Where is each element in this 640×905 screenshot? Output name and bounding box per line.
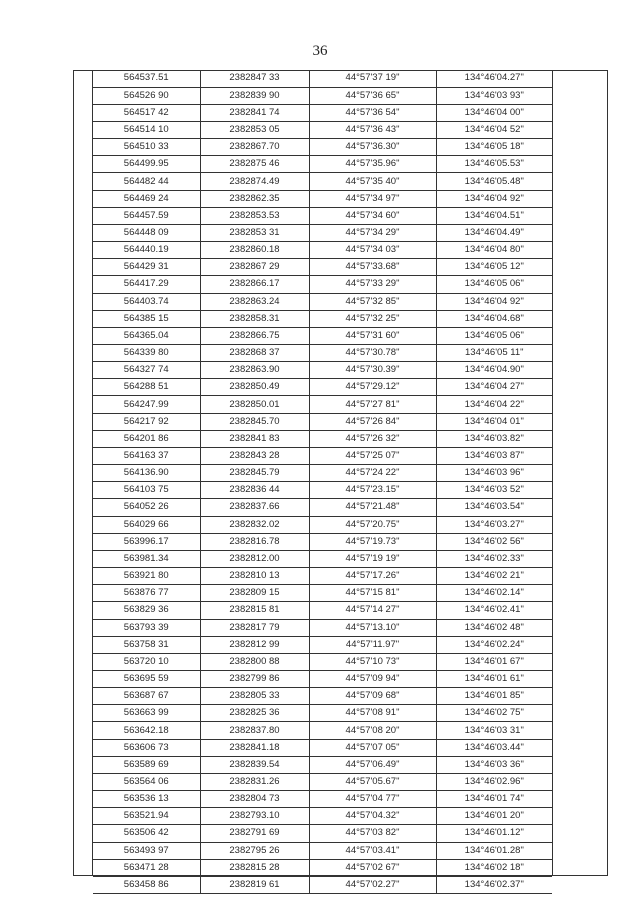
longitude-cell: 134°46'03 87" [436,447,552,464]
y-coordinate-cell: 2382793.10 [200,808,309,825]
latitude-cell: 44°57'13.10" [309,619,436,636]
y-coordinate-cell: 2382831.26 [200,773,309,790]
table-row [93,808,552,825]
y-coordinate-cell: 2382805 33 [200,688,309,705]
y-coordinate-cell: 2382817 79 [200,619,309,636]
y-coordinate-cell: 2382799 86 [200,670,309,687]
latitude-cell: 44°57'09 94" [309,670,436,687]
latitude-cell: 44°57'03.41" [309,842,436,859]
table-row [93,739,552,756]
table-row [93,585,552,602]
x-coordinate-cell: 563506 42 [93,825,200,842]
latitude-cell: 44°57'34 60" [309,207,436,224]
longitude-cell: 134°46'04 27" [436,379,552,396]
y-coordinate-cell: 2382810 13 [200,568,309,585]
y-coordinate-cell: 2382866.17 [200,276,309,293]
longitude-cell: 134°46'03 52" [436,482,552,499]
x-coordinate-cell: 563663 99 [93,705,200,722]
longitude-cell: 134°46'02.96" [436,773,552,790]
y-coordinate-cell: 2382853 31 [200,224,309,241]
table-row [93,121,552,138]
table-row [93,430,552,447]
latitude-cell: 44°57'30.78" [309,345,436,362]
latitude-cell: 44°57'36.30" [309,139,436,156]
latitude-cell: 44°57'11.97" [309,636,436,653]
y-coordinate-cell: 2382819 61 [200,876,309,893]
longitude-cell: 134°46'01 61" [436,670,552,687]
latitude-cell: 44°57'34 03" [309,242,436,259]
y-coordinate-cell: 2382839.54 [200,756,309,773]
longitude-cell: 134°46'02 21" [436,568,552,585]
longitude-cell: 134°46'01 85" [436,688,552,705]
table-row [93,413,552,430]
table-row [93,345,552,362]
longitude-cell: 134°46'01.28" [436,842,552,859]
longitude-cell: 134°46'03.82" [436,430,552,447]
x-coordinate-cell: 564103 75 [93,482,200,499]
y-coordinate-cell: 2382816.78 [200,533,309,550]
longitude-cell: 134°46'04 92" [436,190,552,207]
table-row [93,259,552,276]
longitude-cell: 134°46'05 12" [436,259,552,276]
x-coordinate-cell: 563695 59 [93,670,200,687]
y-coordinate-cell: 2382853 05 [200,121,309,138]
x-coordinate-cell: 564029 66 [93,516,200,533]
table-row [93,379,552,396]
latitude-cell: 44°57'32 85" [309,293,436,310]
y-coordinate-cell: 2382874.49 [200,173,309,190]
left-index-column [73,70,93,876]
x-coordinate-cell: 564365.04 [93,327,200,344]
longitude-cell: 134°46'03.44" [436,739,552,756]
table-row [93,139,552,156]
longitude-cell: 134°46'03 96" [436,465,552,482]
latitude-cell: 44°57'35.96" [309,156,436,173]
y-coordinate-cell: 2382875 46 [200,156,309,173]
table-row [93,499,552,516]
x-coordinate-cell: 564217 92 [93,413,200,430]
y-coordinate-cell: 2382850.49 [200,379,309,396]
latitude-cell: 44°57'26 32" [309,430,436,447]
y-coordinate-cell: 2382847 33 [200,70,309,87]
latitude-cell: 44°57'15 81" [309,585,436,602]
latitude-cell: 44°57'20.75" [309,516,436,533]
table-row [93,859,552,876]
table-row [93,636,552,653]
y-coordinate-cell: 2382812 99 [200,636,309,653]
latitude-cell: 44°57'09 68" [309,688,436,705]
x-coordinate-cell: 563564 06 [93,773,200,790]
table-row [93,447,552,464]
latitude-cell: 44°57'36 65" [309,87,436,104]
table-row [93,327,552,344]
longitude-cell: 134°46'01 20" [436,808,552,825]
latitude-cell: 44°57'34 97" [309,190,436,207]
longitude-cell: 134°46'05 06" [436,327,552,344]
y-coordinate-cell: 2382845.79 [200,465,309,482]
table-row [93,482,552,499]
table-row [93,156,552,173]
coordinates-table [93,70,552,894]
latitude-cell: 44°57'27 81" [309,396,436,413]
x-coordinate-cell: 563471 28 [93,859,200,876]
x-coordinate-cell: 563793 39 [93,619,200,636]
table-row [93,533,552,550]
x-coordinate-cell: 563996.17 [93,533,200,550]
longitude-cell: 134°46'03 31" [436,722,552,739]
x-coordinate-cell: 564514 10 [93,121,200,138]
longitude-cell: 134°46'01 74" [436,791,552,808]
table-row [93,190,552,207]
longitude-cell: 134°46'04.51" [436,207,552,224]
x-coordinate-cell: 563536 13 [93,791,200,808]
x-coordinate-cell: 564469 24 [93,190,200,207]
x-coordinate-cell: 563876 77 [93,585,200,602]
x-coordinate-cell: 563720 10 [93,653,200,670]
longitude-cell: 134°46'04 52" [436,121,552,138]
x-coordinate-cell: 564429 31 [93,259,200,276]
x-coordinate-cell: 563521.94 [93,808,200,825]
longitude-cell: 134°46'03.27" [436,516,552,533]
x-coordinate-cell: 563606 73 [93,739,200,756]
y-coordinate-cell: 2382867.70 [200,139,309,156]
x-coordinate-cell: 563829 36 [93,602,200,619]
y-coordinate-cell: 2382804 73 [200,791,309,808]
latitude-cell: 44°57'35 40" [309,173,436,190]
y-coordinate-cell: 2382825 36 [200,705,309,722]
latitude-cell: 44°57'07 05" [309,739,436,756]
y-coordinate-cell: 2382791 69 [200,825,309,842]
longitude-cell: 134°46'03.54" [436,499,552,516]
x-coordinate-cell: 564440.19 [93,242,200,259]
latitude-cell: 44°57'04 77" [309,791,436,808]
latitude-cell: 44°57'32 25" [309,310,436,327]
longitude-cell: 134°46'04.90" [436,362,552,379]
latitude-cell: 44°57'31 60" [309,327,436,344]
y-coordinate-cell: 2382832.02 [200,516,309,533]
table-row [93,602,552,619]
table-row [93,619,552,636]
table-row [93,773,552,790]
longitude-cell: 134°46'02 18" [436,859,552,876]
table-row [93,825,552,842]
table-row [93,842,552,859]
y-coordinate-cell: 2382795 26 [200,842,309,859]
latitude-cell: 44°57'37 19" [309,70,436,87]
table-row [93,465,552,482]
table-row [93,756,552,773]
latitude-cell: 44°57'24 22" [309,465,436,482]
x-coordinate-cell: 564499.95 [93,156,200,173]
x-coordinate-cell: 564457.59 [93,207,200,224]
y-coordinate-cell: 2382841.18 [200,739,309,756]
y-coordinate-cell: 2382868 37 [200,345,309,362]
latitude-cell: 44°57'05.67" [309,773,436,790]
latitude-cell: 44°57'14 27" [309,602,436,619]
x-coordinate-cell: 564247.99 [93,396,200,413]
longitude-cell: 134°46'05 18" [436,139,552,156]
latitude-cell: 44°57'02 67" [309,859,436,876]
longitude-cell: 134°46'04 01" [436,413,552,430]
x-coordinate-cell: 563642.18 [93,722,200,739]
table-row [93,688,552,705]
coordinates-table-body [93,70,552,894]
x-coordinate-cell: 563458 86 [93,876,200,893]
latitude-cell: 44°57'23.15" [309,482,436,499]
table-row [93,396,552,413]
x-coordinate-cell: 564339 80 [93,345,200,362]
page-number: 36 [312,43,328,59]
x-coordinate-cell: 564403.74 [93,293,200,310]
longitude-cell: 134°46'02 48" [436,619,552,636]
table-row [93,876,552,893]
longitude-cell: 134°46'01.12" [436,825,552,842]
longitude-cell: 134°46'04 92" [436,293,552,310]
latitude-cell: 44°57'10 73" [309,653,436,670]
x-coordinate-cell: 564417.29 [93,276,200,293]
y-coordinate-cell: 2382863.24 [200,293,309,310]
latitude-cell: 44°57'25 07" [309,447,436,464]
y-coordinate-cell: 2382841 74 [200,104,309,121]
longitude-cell: 134°46'03 93" [436,87,552,104]
x-coordinate-cell: 564163 37 [93,447,200,464]
y-coordinate-cell: 2382837.66 [200,499,309,516]
table-row [93,568,552,585]
latitude-cell: 44°57'26 84" [309,413,436,430]
y-coordinate-cell: 2382845.70 [200,413,309,430]
table-row [93,207,552,224]
table-row [93,670,552,687]
latitude-cell: 44°57'06.49" [309,756,436,773]
longitude-cell: 134°46'02.37" [436,876,552,893]
latitude-cell: 44°57'19.73" [309,533,436,550]
x-coordinate-cell: 564052 26 [93,499,200,516]
latitude-cell: 44°57'36 43" [309,121,436,138]
table-row [93,653,552,670]
longitude-cell: 134°46'02.33" [436,550,552,567]
table-row [93,242,552,259]
y-coordinate-cell: 2382867 29 [200,259,309,276]
longitude-cell: 134°46'03 36" [436,756,552,773]
longitude-cell: 134°46'05.48" [436,173,552,190]
table-row [93,310,552,327]
table-row [93,276,552,293]
y-coordinate-cell: 2382843 28 [200,447,309,464]
latitude-cell: 44°57'33.68" [309,259,436,276]
y-coordinate-cell: 2382836 44 [200,482,309,499]
y-coordinate-cell: 2382866.75 [200,327,309,344]
x-coordinate-cell: 564136.90 [93,465,200,482]
longitude-cell: 134°46'04 22" [436,396,552,413]
table-row [93,224,552,241]
latitude-cell: 44°57'29.12" [309,379,436,396]
x-coordinate-cell: 563493 97 [93,842,200,859]
y-coordinate-cell: 2382860.18 [200,242,309,259]
x-coordinate-cell: 564526 90 [93,87,200,104]
latitude-cell: 44°57'04.32" [309,808,436,825]
table-row [93,104,552,121]
longitude-cell: 134°46'04.68" [436,310,552,327]
longitude-cell: 134°46'04.49" [436,224,552,241]
latitude-cell: 44°57'34 29" [309,224,436,241]
y-coordinate-cell: 2382812.00 [200,550,309,567]
x-coordinate-cell: 563981.34 [93,550,200,567]
longitude-cell: 134°46'01 67" [436,653,552,670]
latitude-cell: 44°57'17.26" [309,568,436,585]
longitude-cell: 134°46'05 06" [436,276,552,293]
longitude-cell: 134°46'02.14" [436,585,552,602]
y-coordinate-cell: 2382863.90 [200,362,309,379]
table-row [93,791,552,808]
y-coordinate-cell: 2382815 81 [200,602,309,619]
x-coordinate-cell: 563687 67 [93,688,200,705]
x-coordinate-cell: 564327 74 [93,362,200,379]
y-coordinate-cell: 2382858.31 [200,310,309,327]
y-coordinate-cell: 2382853.53 [200,207,309,224]
x-coordinate-cell: 564482 44 [93,173,200,190]
longitude-cell: 134°46'04 00" [436,104,552,121]
y-coordinate-cell: 2382850.01 [200,396,309,413]
y-coordinate-cell: 2382815 28 [200,859,309,876]
y-coordinate-cell: 2382862.35 [200,190,309,207]
latitude-cell: 44°57'08 91" [309,705,436,722]
longitude-cell: 134°46'04.27" [436,70,552,87]
latitude-cell: 44°57'33 29" [309,276,436,293]
y-coordinate-cell: 2382809 15 [200,585,309,602]
x-coordinate-cell: 564448 09 [93,224,200,241]
longitude-cell: 134°46'05.53" [436,156,552,173]
right-notes-column [552,70,608,876]
longitude-cell: 134°46'02.24" [436,636,552,653]
longitude-cell: 134°46'02 56" [436,533,552,550]
longitude-cell: 134°46'04 80" [436,242,552,259]
x-coordinate-cell: 563921 80 [93,568,200,585]
table-row [93,173,552,190]
x-coordinate-cell: 564385 15 [93,310,200,327]
table-row [93,362,552,379]
x-coordinate-cell: 564288 51 [93,379,200,396]
y-coordinate-cell: 2382800 88 [200,653,309,670]
table-row [93,70,552,87]
x-coordinate-cell: 564537.51 [93,70,200,87]
longitude-cell: 134°46'02.41" [436,602,552,619]
table-row [93,293,552,310]
x-coordinate-cell: 564517 42 [93,104,200,121]
x-coordinate-cell: 563758 31 [93,636,200,653]
latitude-cell: 44°57'30.39" [309,362,436,379]
table-row [93,705,552,722]
x-coordinate-cell: 564201 86 [93,430,200,447]
latitude-cell: 44°57'03 82" [309,825,436,842]
longitude-cell: 134°46'05 11" [436,345,552,362]
longitude-cell: 134°46'02 75" [436,705,552,722]
x-coordinate-cell: 563589 69 [93,756,200,773]
latitude-cell: 44°57'08 20" [309,722,436,739]
latitude-cell: 44°57'36 54" [309,104,436,121]
y-coordinate-cell: 2382839 90 [200,87,309,104]
latitude-cell: 44°57'21.48" [309,499,436,516]
table-row [93,87,552,104]
table-row [93,550,552,567]
table-row [93,722,552,739]
x-coordinate-cell: 564510 33 [93,139,200,156]
y-coordinate-cell: 2382841 83 [200,430,309,447]
latitude-cell: 44°57'02.27" [309,876,436,893]
latitude-cell: 44°57'19 19" [309,550,436,567]
y-coordinate-cell: 2382837.80 [200,722,309,739]
table-row [93,516,552,533]
